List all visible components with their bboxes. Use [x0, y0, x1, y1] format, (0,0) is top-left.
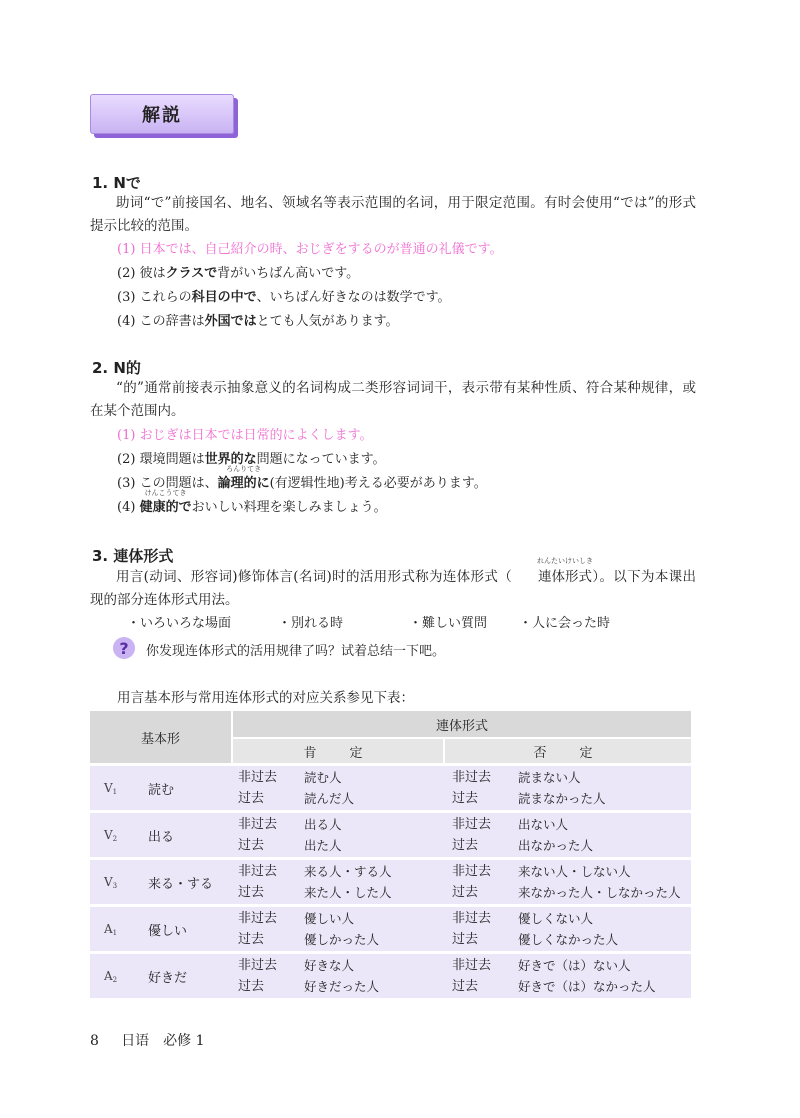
ruby-ronriteki: ろんりてき — [226, 465, 262, 473]
table-row: $V_2$ 出る 非过去 过去 出る人 出た人 非过去 过去 出ない人 出なかった人 — [90, 812, 691, 859]
table-row: $V_1$ 読む 非过去 过去 読む人 読んだ人 非过去 过去 読まない人 読まなかった人 — [90, 765, 691, 812]
heading-rentai: 3. 連体形式 — [92, 547, 174, 565]
list-item: ・難しい質問 — [409, 616, 488, 631]
table-row: $V_3$ 来る・する 非过去 过去 来る人・する人 来た人・した人 非过去 过去 来ない人・しない人 来なかった人・しなかった人 — [90, 859, 691, 906]
table-row: $A_2$ 好きだ 非过去 过去 好きな人 好きだった人 非过去 过去 好きで（は）ない人 好きで（は）なかった人 — [90, 953, 691, 999]
header-base-form: 基本形 — [90, 711, 232, 765]
heading-n-de: 1. Nで — [92, 174, 141, 192]
ruby-rentaikeishiki: れんたいけいしき — [537, 557, 594, 565]
page-footer — [90, 1030, 205, 1050]
question-icon: ? — [113, 637, 135, 659]
example-1-3: (3) これらの科目の中で、いちばん好きなのは数学です。 — [117, 290, 451, 305]
heading-n-teki: 2. N的 — [92, 359, 141, 377]
table-row: $A_1$ 優しい 非过去 过去 優しい人 優しかった人 非过去 过去 優しくない人 優しくなかった人 — [90, 906, 691, 953]
example-1-4: (4) この辞書は外国ではとても人気があります。 — [117, 314, 399, 329]
header-negative: 否 定 — [444, 738, 691, 765]
example-2-3: (3) この問題は、 ろんりてき 論理的に(有逻辑性地)考える必要があります。 — [117, 465, 487, 491]
paragraph-rentai: 用言(动词、形容词)修饰体言(名词)时的活用形式称为连体形式（ れんたいけいしき 連体形式）。以下为本课出现的部分连体形式用法。 — [90, 557, 696, 608]
example-2-1: (1) おじぎは日本では日常的によくします。 — [117, 428, 373, 443]
example-1-1: (1) 日本では、自己紹介の時、おじぎをするのが普通の礼儀です。 — [117, 242, 503, 257]
table-caption: 用言基本形与常用连体形式的对应关系参见下表： — [117, 690, 414, 706]
question-text: 你发现连体形式的活用规律了吗？试着总结一下吧。 — [146, 644, 446, 659]
list-item: ・人に会った時 — [519, 616, 611, 631]
paragraph-n-de: 助词“で”前接国名、地名、领域名等表示范围的名词，用于限定范围。有时会使用“では”的形式提示比较的范围。 — [90, 195, 696, 234]
conjugation-table — [90, 711, 691, 998]
header-rentai-form: 連体形式 — [232, 711, 691, 738]
example-2-2: (2) 環境問題は世界的な問題になっています。 — [117, 452, 386, 467]
book-title: 日语 必修 1 — [121, 1033, 205, 1049]
ruby-kenkouteki: けんこうてき — [144, 489, 187, 497]
header-affirmative: 肯 定 — [232, 738, 444, 765]
example-2-4: (4) けんこうてき 健康的でおいしい料理を楽しみましょう。 — [117, 489, 387, 515]
section-title: 解説 — [90, 94, 234, 134]
list-item: ・別れる時 — [278, 616, 344, 631]
page-number: 8 — [90, 1033, 99, 1049]
list-item: ・いろいろな場面 — [127, 616, 232, 631]
paragraph-n-teki: “的”通常前接表示抽象意义的名词构成二类形容词词干，表示带有某种性质、符合某种规律，或在某个范围内。 — [90, 380, 696, 419]
rentai-example-list — [127, 612, 647, 632]
example-1-2: (2) 彼はクラスで背がいちばん高いです。 — [117, 266, 360, 281]
